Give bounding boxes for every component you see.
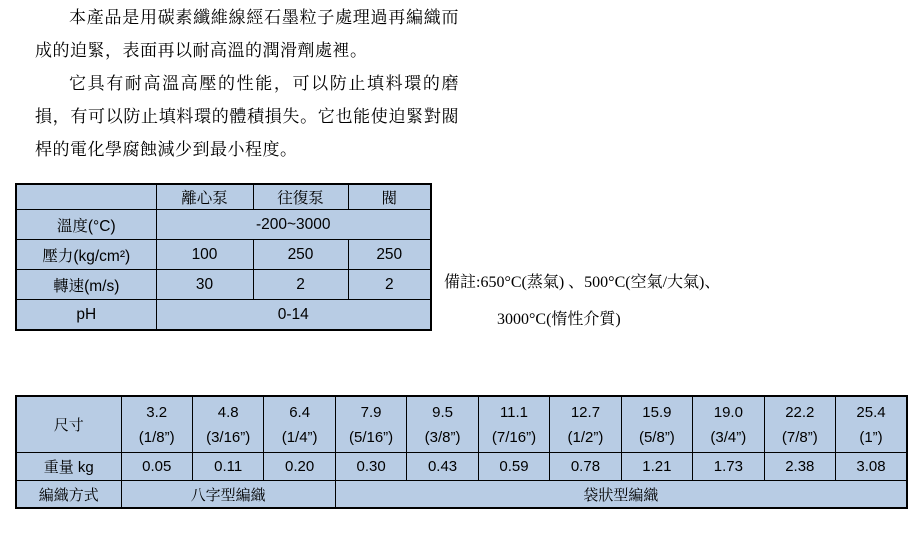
weight-row: [16, 453, 907, 481]
spec-row-ph: [16, 300, 431, 331]
intro-paragraphs: [35, 1, 459, 166]
weight-cell: 1.21: [621, 453, 692, 481]
weight-cell: 3.08: [836, 453, 907, 481]
spec-header-valve: 閥: [348, 184, 431, 210]
size-cell: [693, 396, 764, 453]
spec-value-pressure-valve: 250: [348, 240, 431, 270]
paragraph-performance: 它具有耐高溫高壓的性能，可以防止填料環的磨損，有可以防止填料環的體積損失。它也能使迫緊對閥桿的電化學腐蝕減少到最小程度。: [35, 74, 459, 159]
spec-value-ph-range: 0-14: [156, 300, 431, 331]
size-inch: (1/4”): [281, 428, 318, 446]
size-cell: [407, 396, 478, 453]
size-cell: [478, 396, 549, 453]
spec-value-temperature-range: -200~3000: [156, 210, 431, 240]
spec-value-pressure-reciprocating: 250: [253, 240, 348, 270]
size-inch: (1”): [859, 428, 883, 446]
spec-header-row: [16, 184, 431, 210]
weight-row-label: 重量 kg: [16, 453, 121, 481]
spec-header-empty: [16, 184, 156, 210]
size-inch: (3/4”): [710, 428, 747, 446]
weight-cell: 0.20: [264, 453, 335, 481]
spec-label-ph: pH: [16, 300, 156, 331]
spec-label-pressure: 壓力(kg/cm²): [16, 240, 156, 270]
spec-row-speed: [16, 270, 431, 300]
weight-cell: 0.43: [407, 453, 478, 481]
braid-type-bag: 袋狀型編織: [335, 481, 907, 509]
weight-cell: 0.59: [478, 453, 549, 481]
size-inch: (3/8”): [424, 428, 461, 446]
braid-type-figure-eight: 八字型編織: [121, 481, 335, 509]
spec-row-temperature: [16, 210, 431, 240]
size-mm: 19.0: [713, 403, 743, 421]
weight-cell: 1.73: [693, 453, 764, 481]
weight-cell: 2.38: [764, 453, 835, 481]
size-cell: [121, 396, 192, 453]
spec-row-pressure: [16, 240, 431, 270]
size-inch: (5/8”): [638, 428, 675, 446]
size-inch: (7/16”): [491, 428, 537, 446]
remark-line-1: 備註:650°C(蒸氣) 、500°C(空氣/大氣)、: [444, 274, 721, 291]
size-cell: [764, 396, 835, 453]
spec-value-speed-centrifugal: 30: [156, 270, 253, 300]
size-mm: 12.7: [570, 403, 601, 421]
size-cell: [621, 396, 692, 453]
remark-line-2: 3000°C(惰性介質): [497, 311, 621, 328]
spec-header-reciprocating-pump: 往復泵: [253, 184, 348, 210]
spec-value-speed-reciprocating: 2: [253, 270, 348, 300]
size-mm: 4.8: [217, 403, 239, 421]
size-mm: 15.9: [642, 403, 672, 421]
size-mm: 9.5: [432, 403, 453, 421]
braid-row: [16, 481, 907, 509]
size-cell: [264, 396, 335, 453]
remark-note: [444, 271, 720, 332]
weight-cell: 0.11: [192, 453, 263, 481]
spec-label-speed: 轉速(m/s): [16, 270, 156, 300]
size-cell: [192, 396, 263, 453]
size-mm: 11.1: [499, 403, 529, 421]
spec-label-temperature: 溫度(°C): [16, 210, 156, 240]
spec-value-speed-valve: 2: [348, 270, 431, 300]
size-inch: (7/8”): [781, 428, 818, 446]
spec-header-centrifugal-pump: 離心泵: [156, 184, 253, 210]
size-mm: 6.4: [289, 403, 311, 421]
size-inch: (1/2”): [567, 428, 604, 446]
size-mm: 3.2: [146, 403, 168, 421]
size-row-label: 尺寸: [16, 396, 121, 453]
paragraph-product-intro: 本產品是用碳素纖維線經石墨粒子處理過再編織而成的迫緊，表面再以耐高溫的潤滑劑處裡。: [35, 8, 459, 60]
size-weight-table: [15, 395, 908, 509]
size-cell: [550, 396, 621, 453]
pump-spec-table: [15, 183, 432, 331]
weight-cell: 0.78: [550, 453, 621, 481]
braid-row-label: 編織方式: [16, 481, 121, 509]
spec-value-pressure-centrifugal: 100: [156, 240, 253, 270]
weight-cell: 0.30: [335, 453, 406, 481]
size-inch: (3/16”): [206, 428, 251, 446]
size-mm: 7.9: [360, 403, 382, 421]
size-row: [16, 396, 907, 453]
size-mm: 22.2: [785, 403, 815, 421]
size-cell: [335, 396, 406, 453]
size-mm: 25.4: [856, 403, 886, 421]
size-cell: [836, 396, 907, 453]
size-inch: (1/8”): [138, 428, 175, 446]
weight-cell: 0.05: [121, 453, 192, 481]
size-inch: (5/16”): [348, 428, 394, 446]
